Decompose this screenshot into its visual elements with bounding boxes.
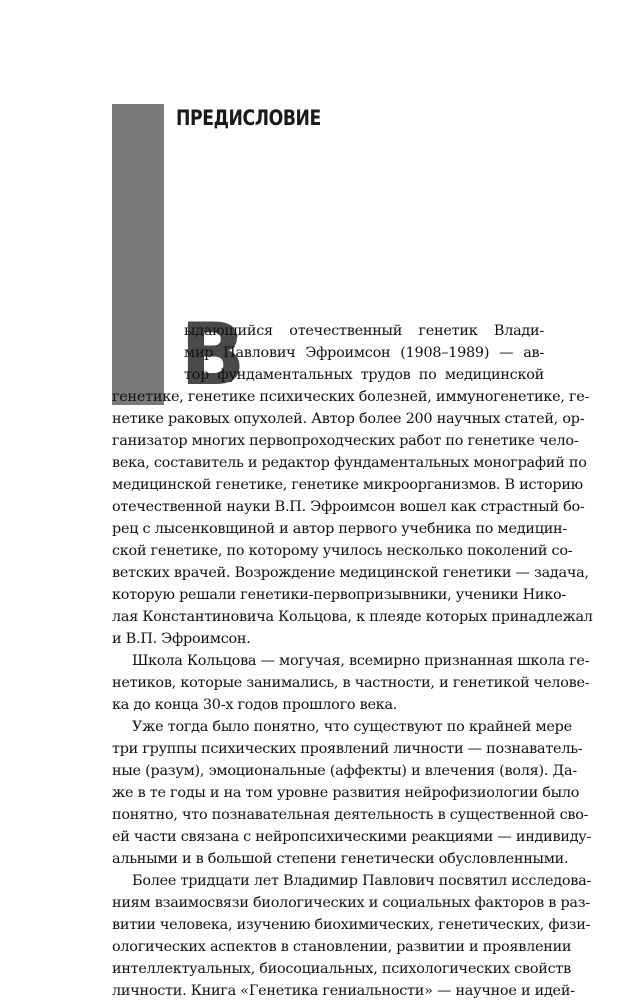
text-line: ской генетике, по которому училось несколько поколений со- [112,543,573,559]
text-line: же в те годы и на том уровне развития нейрофизиологии было [112,785,580,801]
text-line: тор фундаментальных трудов по медицинской [184,367,544,383]
text-line: Школа Кольцова — могучая, всемирно признанная школа ге- [132,653,590,669]
text-line: нетиков, которые занимались, в частности, и генетикой челове- [112,675,590,691]
text-line: генетике, генетике психических болезней, иммуногенетике, ге- [112,389,590,405]
text-line: ные (разум), эмоциональные (аффекты) и влечения (воля). Да- [112,763,577,779]
text-line: медицинской генетике, генетике микроорганизмов. В историю [112,477,583,493]
text-line: ей части связана с нейропсихическими реакциями — индивиду- [112,829,592,845]
text-line: рец с лысенковщиной и автор первого учебника по медицин- [112,521,568,537]
text-line: нетике раковых опухолей. Автор более 200 научных статей, ор- [112,411,585,427]
text-line: ка до конца 30-х годов прошлого века. [112,697,398,713]
text-line: ганизатор многих первопроходческих работ по генетике чело- [112,433,579,449]
text-line: три группы психических проявлений личности — познаватель- [112,741,583,757]
text-line: ологических аспектов в становлении, развитии и проявлении [112,939,572,955]
drop-cap: В [180,305,246,405]
text-line: альными и в большой степени генетически обусловленными. [112,851,569,867]
text-line: понятно, что познавательная деятельность в существенной сво- [112,807,589,823]
text-line: и В.П. Эфроимсон. [112,631,251,647]
text-line: витии человека, изучению биохимических, генетических, физи- [112,917,591,933]
text-line: Более тридцати лет Владимир Павлович посвятил исследова- [132,873,592,889]
text-line: ниям взаимосвязи биологических и социальных факторов в раз- [112,895,590,911]
body-text [112,305,593,1002]
text-line: отечественной науки В.П. Эфроимсон вошел как страстный бо- [112,499,585,515]
text-line: ыдающийся отечественный генетик Влади- [184,323,544,339]
text-line: которую решали генетики-первопризывники, ученики Нико- [112,587,567,603]
text-line: интеллектуальных, биосоциальных, психологических свойств [112,961,571,977]
text-line: века, составитель и редактор фундаментальных монографий по [112,455,587,471]
text-line: Уже тогда было понятно, что существуют по крайней мере [132,719,572,735]
text-line: мир Павлович Эфроимсон (1908–1989) — ав- [184,345,544,361]
text-line: ветских врачей. Возрождение медицинской генетики — задача, [112,565,589,581]
text-line: лая Константиновича Кольцова, к плеяде которых принадлежал [112,609,593,625]
page-title: ПРЕДИСЛОВИЕ [176,106,321,130]
text-line: личности. Книга «Генетика гениальности» — научное и идей- [112,983,575,999]
